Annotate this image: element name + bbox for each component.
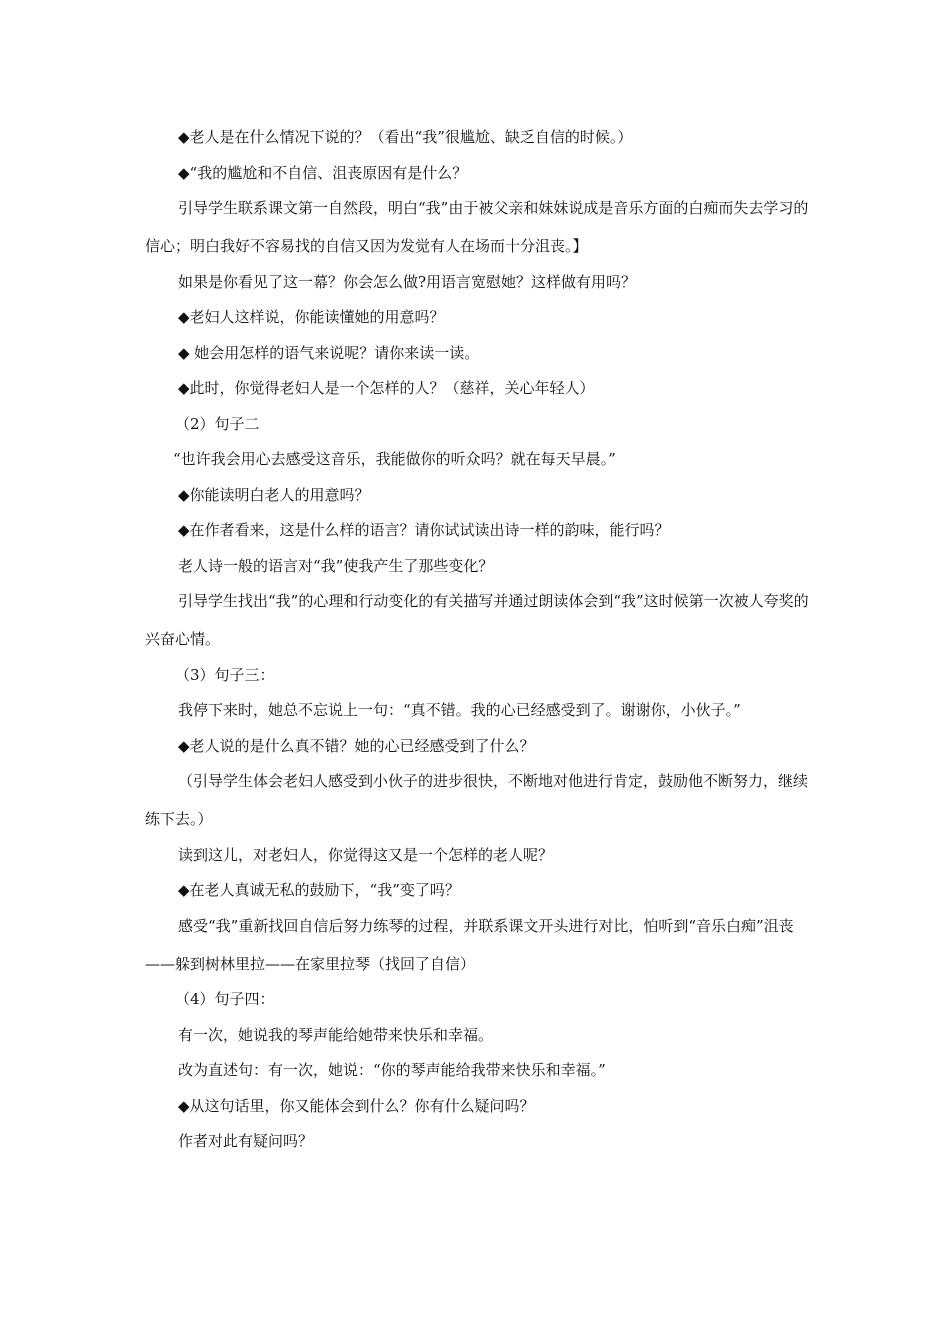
paragraph-question: 如果是你看见了这一幕？你会怎么做?用语言宽慰她？这样做有用吗？	[178, 272, 637, 291]
paragraph-question: 读到这儿，对老妇人，你觉得这又是一个怎样的老人呢？	[178, 845, 554, 864]
paragraph-question: ◆老妇人这样说，你能读懂她的用意吗？	[178, 308, 445, 326]
paragraph-question: ◆老人说的是什么真不错？她的心已经感受到了什么？	[178, 736, 535, 755]
paragraph-sentence: 改为直述句：有一次，她说：“你的琴声能给我带来快乐和幸福。”	[178, 1061, 606, 1079]
paragraph-guidance: 引导学生联系课文第一自然段，明白“我”由于被父亲和妹妹说成是音乐方面的白痴而失去学习的信心；明白我好不容易找的自信又因为发觉有人在场而十分沮丧。】	[145, 199, 809, 255]
section-heading: （4）句子四：	[175, 990, 275, 1008]
paragraph-sentence: 有一次，她说我的琴声能给她带来快乐和幸福。	[178, 1025, 494, 1044]
section-heading: （3）句子三：	[175, 665, 275, 684]
paragraph-question: 老人诗一般的语言对“我”使我产生了那些变化？	[178, 556, 494, 575]
paragraph-question: ◆你能读明白老人的用意吗？	[178, 485, 370, 504]
section-heading: （2）句子二	[175, 414, 260, 433]
paragraph-question: ◆从这句话里，你又能体会到什么？你有什么疑问吗？	[178, 1096, 535, 1115]
paragraph-question: ◆ 她会用怎样的语气来说呢？请你来读一读。	[178, 343, 480, 362]
document-body	[145, 125, 810, 1165]
paragraph-question: ◆老人是在什么情况下说的？（看出“我”很尴尬、缺乏自信的时候。）	[178, 128, 633, 146]
paragraph-question: ◆在老人真诚无私的鼓励下，“我”变了吗？	[178, 881, 460, 899]
paragraph-quote: “也许我会用心去感受这音乐，我能做你的听众吗？就在每天早晨。”	[173, 450, 616, 468]
paragraph-quote: 我停下来时，她总不忘说上一句：“真不错。我的心已经感受到了。谢谢你，小伙子。”	[178, 701, 741, 719]
paragraph-question: ◆在作者看来，这是什么样的语言？请你试试读出诗一样的韵味，能行吗？	[178, 521, 670, 539]
paragraph-guidance: （引导学生体会老妇人感受到小伙子的进步很快，不断地对他进行肯定，鼓励他不断努力，继续练下去。）	[145, 772, 809, 828]
paragraph-guidance: 引导学生找出“我”的心理和行动变化的有关描写并通过朗读体会到“我”这时候第一次被人夸奖的兴奋心情。	[145, 592, 809, 648]
paragraph-question: ◆此时，你觉得老妇人是一个怎样的人？（慈祥，关心年轻人）	[178, 379, 595, 397]
paragraph-question: 作者对此有疑问吗？	[178, 1132, 314, 1150]
paragraph-question: ◆“我的尴尬和不自信、沮丧原因有是什么？	[178, 163, 468, 182]
paragraph-guidance: 感受“我”重新找回自信后努力练琴的过程，并联系课文开头进行对比，怕听到“音乐白痴”沮丧——躲到树林里拉——在家里拉琴（找回了自信）	[145, 916, 794, 973]
